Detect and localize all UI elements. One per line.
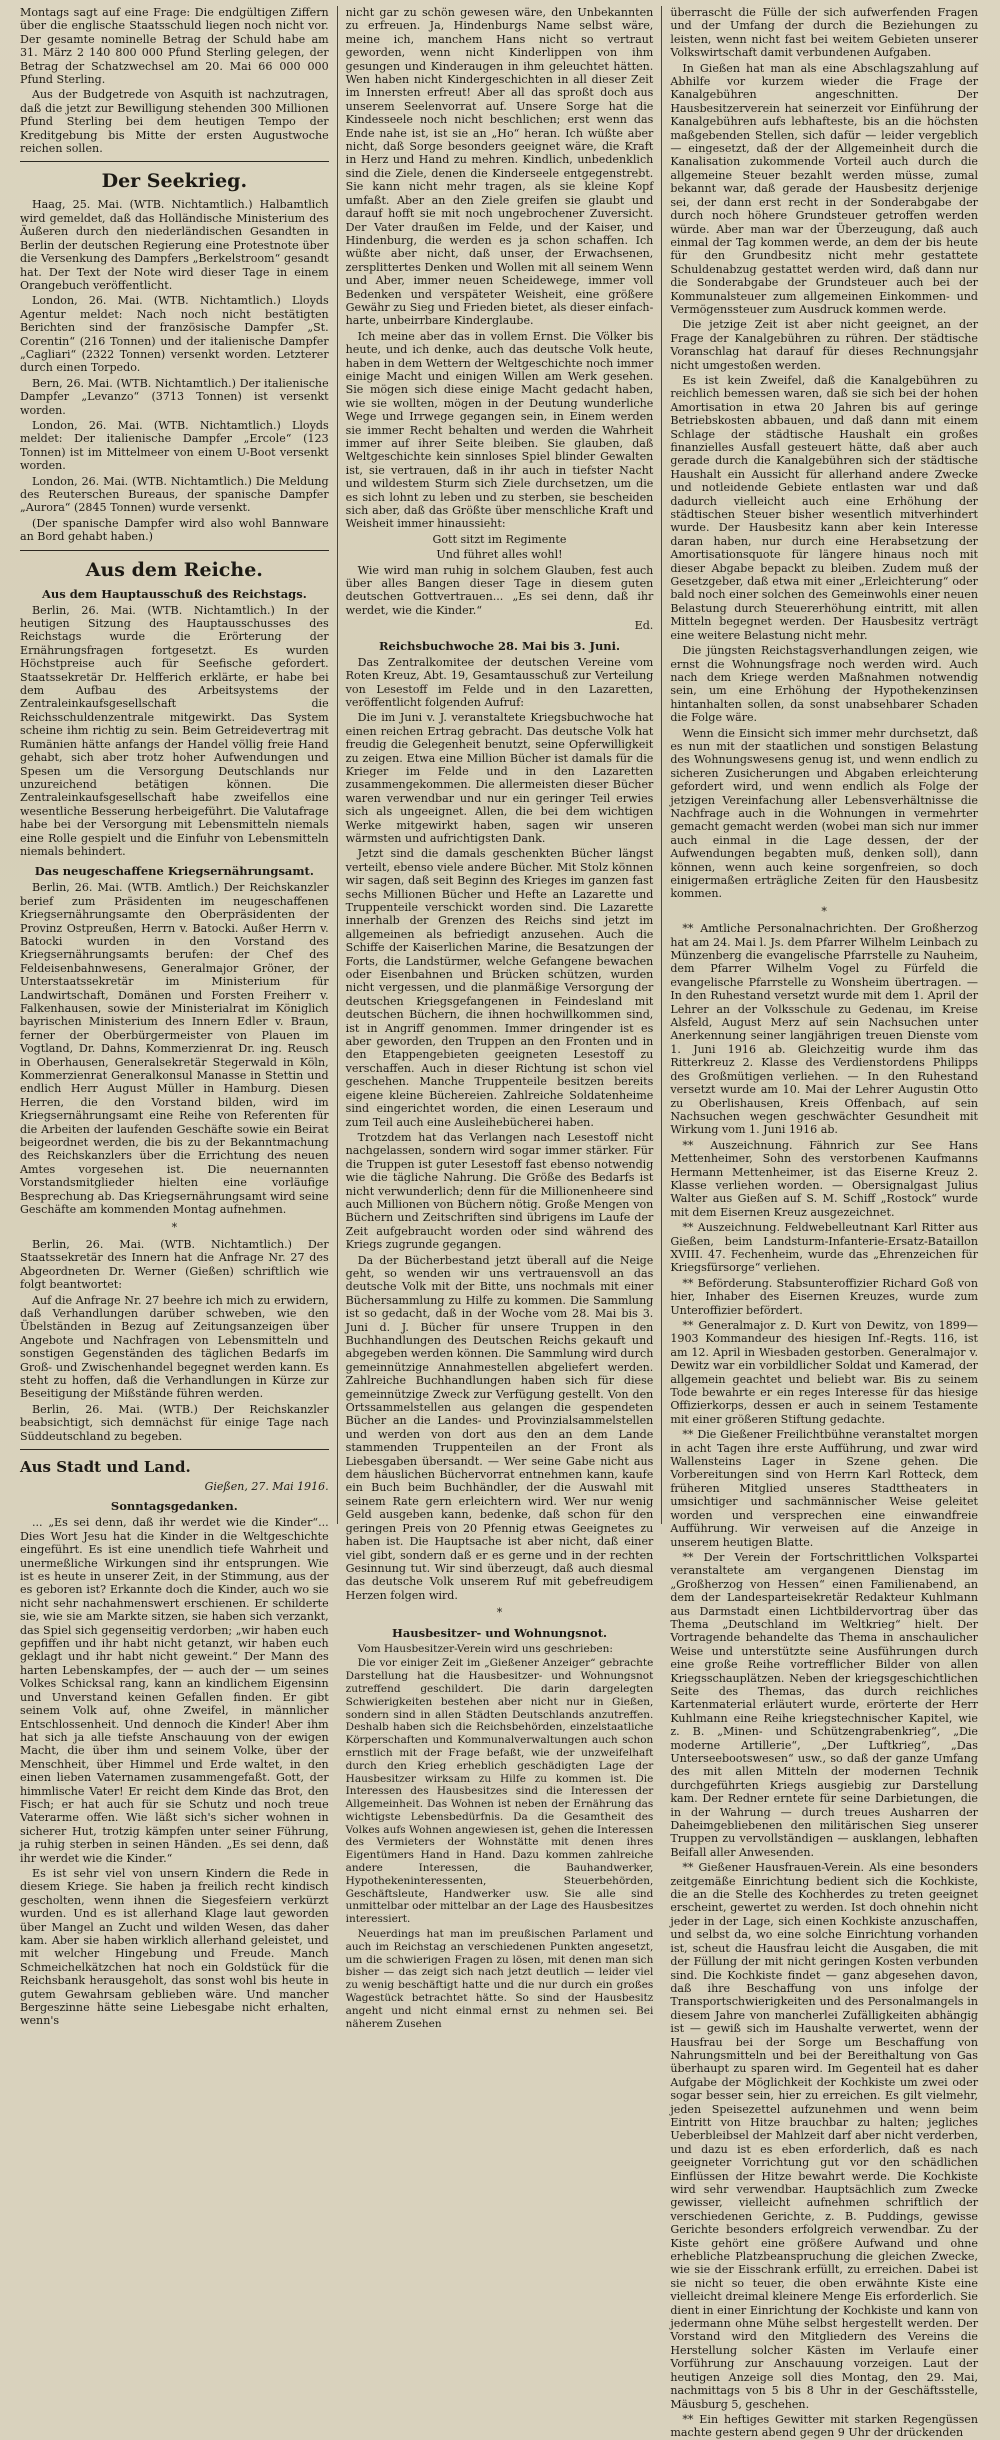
article-text: Berlin, 26. Mai. (WTB. Amtlich.) Der Reichskanzler berief zum Präsidenten im neugeschaffenen Kriegsernährungsamte den Oberpräsidenten der Provinz Ostpreußen, Herrn v. Batocki. Außer Herrn v. Batocki wurden in den Vorstand des Kriegsernährungsamts berufen: der Chef des Feldeisenbahnwesens, Generalmajor Gröner, der Unterstaatssekretär im Ministerium für Landwirtschaft, Domänen und Forsten Freiherr v. Falkenhausen, sowie der Ministerialrat im Königlich bayrischen Ministerium des Innern Edler v. Braun, ferner der Oberbürgermeister von Plauen im Vogtland, Dr. Dahns, Kommerzienrat Dr. ing. Reusch in Oberhausen, Generalsekretär Stegerwald in Köln, Kommerzienrat Generalkonsul Manasse in Stettin und endlich Herr August Müller in Hamburg. Diesen Herren, die den Vorstand bilden, wird im Kriegsernährungsamt eine Reihe von Referenten für die Arbeiten der laufenden Geschäfte sowie ein Beirat beigeordnet werden, die bis zu der Bekanntmachung des Reichskanzlers über die Errichtung des neuen Amtes vorgesehen ist. Die neuernannten Vorstandsmitglieder hielten eine vorläufige Besprechung ab. Das Kriegsernährungsamt wird seine Geschäfte am kommenden Montag aufnehmen. [20,881,329,1217]
article-text: überrascht die Fülle der sich aufwerfenden Fragen und der Umfang der durch die Beziehungen zu leisten, wenn nicht fast bei weitem Gebieten unserer Volkswirtschaft damit verbundenen Aufgaben. [670,6,978,60]
article-text: Vom Hausbesitzer-Verein wird uns geschrieben: [357,1642,613,1655]
article-text: ... „Es sei denn, daß ihr werdet wie die Kinder“... Dies Wort Jesu hat die Kinder in die Weltgeschichte eingeführt. Es ist eine unendlich tiefe Wahrheit und unermeßliche Wirkungen sind ihr entsprungen. Wie ist es heute in unserer Zeit, in der Stimmung, aus der es geboren ist? Erkannte doch die Kinder, auch wo sie nicht sehr nachahmenswert erschienen. Er schilderte sie, wie sie am Markte sitzen, sie haben sich verzankt, das Spiel sich gegenseitig verdorben; „wir haben euch gepfiffen und ihr habt nicht getanzt, wir haben euch geklagt und ihr habt nicht geweint.“ Der Mann des harten Lebenskampfes, der — auch der — um seines Volkes Schicksal rang, kann an kindlichem Eigensinn und Unverstand keinen Gefallen finden. Er gibt seinem Volk auf, ohne Zweifel, in männlicher Entschlossenheit. Und dennoch die Kinder! Aber ihm hat sich ja alle tiefste Anschauung von der ewigen Macht, die über ihm und seinem Volke, über der Menschheit, über Himmel und Erde waltet, in den einen lieben Vaternamen zusammengefaßt. Gott, der himmlische Vater! Er reicht dem Kinde das Brot, den Fisch; er hat auch für sie Schutz und noch treue Vaterarme offen. Wie läßt sich's sicher wohnen in sicherer Hut, trotzig kämpfen unter seiner Führung, ja ruhig sterben in seinen Händen. „Es sei denn, daß ihr werdet wie die Kinder.“ [20,1516,329,1865]
article-text: nicht gar zu schön gewesen wäre, den Unbekannten zu erfreuen. Ja, Hindenburgs Name selbst wäre, meine ich, manchem Hans nicht so vertraut geworden, wenn nicht Kinderlippen von ihm gesungen und Kinderaugen in ihm geleuchtet hätten. Wen haben nicht Kindergeschichten in all dieser Zeit im Innersten erfreut! Aber all das sproßt doch aus unserem Seelenvorrat auf. Unsere Sorge hat die Kindesseele noch nicht beschlichen; erst wenn das Ende nahe ist, ist sie an „Ho“ heran. Ich wüßte aber nicht, daß Sorge besonders geeignet wäre, die Kraft in Herz und Hand zu mehren. Kindlich, unbedenklich sind die Ziele, denen die Kinderseele entgegenstrebt. Sie kann nicht mehr tragen, als sie kleine Kopf umfaßt. Aber an den Ziele greifen sie glaubt und darauf hofft sie mit noch ungebrochener Zuversicht. Der Vater draußen im Felde, und der Kaiser, und Hindenburg, die werden es ja schon schaffen. Ich wüßte aber nicht, daß unser, der Erwachsenen, zersplittertes Denken und Wollen mit all seinem Wenn und Aber, immer neuen Scheidewege, immer voll Bedenken und verspäteter Weisheit, eine größere Gewähr zu Sieg und Frieden bietet, als dieser einfach-harte, unbeirrbare Kinderglaube. [345,6,654,328]
signature: Ed. [634,619,654,633]
article-text: London, 26. Mai. (WTB. Nichtamtlich.) Lloyds meldet: Der italienische Dampfer „Ercole“ (123 Tonnen) ist im Mittelmeer von einem U-Boot versenkt worden. [20,418,329,473]
article-text: London, 26. Mai. (WTB. Nichtamtlich.) Die Meldung des Reuterschen Bureaus, der spanische Dampfer „Aurora“ (2845 Tonnen) wurde versenkt. [20,474,329,515]
subheading: Reichsbuchwoche 28. Mai bis 3. Juni. [378,638,621,653]
article-text: Auf die Anfrage Nr. 27 beehre ich mich zu erwidern, daß Verhandlungen darüber schweben, wie den Übelständen in Bezug auf Zeitungsanzeigen über Angebote und Nachfragen von Lebensmitteln und sonstigen Gegenständen des täglichen Bedarfs im Groß- und Zwischenhandel begegnet werden kann. Es steht zu hoffen, daß die Verhandlungen in Kürze zur Beseitigung der Mißstände führen werden. [20,1293,329,1401]
article-text: Berlin, 26. Mai. (WTB.) Der Reichskanzler beabsichtigt, sich demnächst für einige Tage nach Süddeutschland zu begeben. [20,1402,329,1443]
article-text: Die jetzige Zeit ist aber nicht geeignet, an der Frage der Kanalgebühren zu rühren. Der städtische Voranschlag hat darauf für dieses Rechnungsjahr nicht umgestoßen werden. [670,318,978,372]
subheading: Aus dem Hauptausschuß des Reichstags. [41,586,307,601]
article-text: Die im Juni v. J. veranstaltete Kriegsbuchwoche hat einen reichen Ertrag gebracht. Das deutsche Volk hat freudig die Gelegenheit benutzt, seine Opferwilligkeit zu zeigen. Etwa eine Million Bücher ist damals für die Krieger im Felde und in den Lazaretten zusammengekommen. Die allermeisten dieser Bücher waren verwendbar und nur ein geringer Teil erwies sich als ungeeignet. Allen, die bei dem wichtigen Werke mitgewirkt haben, sagen wir unseren wärmsten und aufrichtigsten Dank. [345,711,654,845]
news-item: ** Amtliche Personalnachrichten. Der Großherzog hat am 24. Mai l. Js. dem Pfarrer Wilhelm Leinbach zu Münzenberg die evangelische Pfarrstelle zu Nauheim, dem Pfarrer Wilhelm Vogel zu Fürfeld die evangelische Pfarrstelle zu Wonsheim übertragen. — In den Ruhestand versetzt wurde mit dem 1. April der Lehrer an der Volksschule zu Gedenau, im Kreise Alsfeld, August Merz auf sein Nachsuchen unter Anerkennung seiner langjährigen treuen Dienste vom 1. Juni 1916 ab. Gleichzeitig wurde ihm das Ritterkreuz 2. Klasse des Verdienstordens Philipps des Großmütigen verliehen. — In den Ruhestand versetzt wurde am 10. Mai der Lehrer Augustin Otto zu Oberlishausen, Kreis Offenbach, auf sein Nachsuchen wegen geschwächter Gesundheit mit Wirkung vom 1. Juni 1916 ab. [670,922,978,1137]
article-text: Es ist sehr viel von unsern Kindern die Rede in diesem Kriege. Sie haben ja freilich recht kindisch gescholten, wenn ihnen die Siegesfeiern verkürzt wurden. Und es ist allerhand Klage laut geworden über Mangel an Zucht und wilden Wesen, das daher kam. Aber sie haben wirklich allerhand geleistet, und mit welcher Hingebung und Freude. Manch Schmeichelkätzchen hat noch ein Goldstück für die Reichsbank herausgeholt, das sonst wohl bis heute in gutem Gewahrsam geblieben wäre. Und mancher Bergeszinne hätte seine Liebesgabe nicht erhalten, wenn's [20,1866,329,2028]
verse-line: Gott sitzt im Regimente [432,532,567,546]
article-text: In Gießen hat man als eine Abschlagszahlung auf Abhilfe vor kurzem wieder die Frage der Kanalgebühren angeschnitten. Der Hausbesitzerverein hat seinerzeit vor Einführung der Kanalgebühren aufs lebhafteste, bis an die höchsten maßgebenden Stellen, sich dafür — leider vergeblich — eingesetzt, daß der der Allgemeinheit durch die Kanalisation zukommende Vorteil auch durch die allgemeine Steuer bezahlt werden müsse, zumal bekannt war, daß gerade der Hausbesitz derjenige sei, der dann erst recht in der Sonderabgabe der durch noch höhere Grundsteuer getroffen werden würde. Aber man war der Überzeugung, daß auch einmal der Tag kommen werde, an dem der bis heute für den Grundbesitz nicht mehr gestattete Schuldenabzug gestattet werden wird, daß dann nur die Sonderabgabe der Grundsteuer auch bei der Kommunalsteuer zum allgemeinen Einkommen- und Vermögenssteuer zum Ausdruck kommen werde. [670,61,978,316]
subheading: Sonntagsgedanken. [110,1499,238,1514]
article-text: Jetzt sind die damals geschenkten Bücher längst verteilt, ebenso viele andere Bücher. Mit Stolz können wir sagen, daß seit Beginn des Krieges im ganzen fast sechs Millionen Bücher und Hefte an Lazarette und Truppenteile verschickt worden sind. Die Lazarette innerhalb der Grenzen des Reichs sind jetzt im allgemeinen als befriedigt anzusehen. Auch die Schiffe der Kaiserlichen Marine, die Besatzungen der Forts, die Landstürmer, welche Gefangene bewachen oder Eisenbahnen und Brücken schützen, wurden nicht vergessen, und die planmäßige Versorgung der deutschen Kriegsgefangenen in Feindesland mit deutschen Büchern, die ihnen hochwillkommen sind, ist in Angriff genommen. Immer dringender ist es aber geworden, den Truppen an den Fronten und in den Etappengebieten geeigneten Lesestoff zu verschaffen. Auch in dieser Richtung ist schon viel geschehen. Manche Truppenteile besitzen bereits eigene kleine Büchereien. Zahlreiche Soldatenheime sind eingerichtet worden, die einen Leseraum und zum Teil auch eine Ausleihebücherei haben. [345,847,654,1129]
article-text: Haag, 25. Mai. (WTB. Nichtamtlich.) Halbamtlich wird gemeldet, daß das Holländische Ministerium des Äußeren durch den niederländischen Gesandten in Berlin der deutschen Regierung eine Protestnote über die Versenkung des Dampfers „Berkelstroom“ gesandt hat. Der Text der Note wird dieser Tage in einem Orangebuch veröffentlicht. [20,198,329,292]
article-text: Die vor einiger Zeit im „Gießener Anzeiger“ gebrachte Darstellung hat die Hausbesitzer- und Wohnungsnot zutreffend geschildert. Die darin dargelegten Schwierigkeiten bestehen aber nicht nur in Gießen, sondern sind in allen Städten Deutschlands anzutreffen. Deshalb haben sich die Reichsbehörden, einzelstaatliche Körperschaften und Kommunalverwaltungen auch schon ernstlich mit der Frage befaßt, wie der unzweifelhaft durch den Krieg erheblich geschädigten Lage der Hausbesitzer wirksam zu Hilfe zu kommen ist. Die Interessen des Hausbesitzes sind die Interessen der Allgemeinheit. Das Wohnen ist neben der Ernährung das wichtigste Lebensbedürfnis. Da die Gesamtheit des Volkes aufs Wohnen angewiesen ist, gehen die Interessen des Vermieters der Wohnstätte mit denen ihres Eigentümers Hand in Hand. Dazu kommen zahlreiche andere Interessen, die Bauhandwerker, Hypothekeninteressenten, Steuerbehörden, Geschäftsleute, Handwerker usw. Sie alle sind unmittelbar oder mittelbar an der Lage des Hausbesitzes interessiert. [345,1657,654,1926]
article-text: Wenn die Einsicht sich immer mehr durchsetzt, daß es nun mit der staatlichen und sonstigen Belastung des Wohnungswesens genug ist, und wenn endlich zu sicheren Zusicherungen und Abgaben erleichterung gefordert wird, und wenn endlich als Folge der jetzigen Vereinfachung aller Lebensverhältnisse die Nachfrage auch in die Wohnungen in vermehrter gemacht gemacht werden (wobei man sich nur immer auch einmal in die Lage dessen, der der Aufwendungen begabten muß, denken soll), dann können, wenn auch keine sorgenfreien, so doch einigermaßen erträgliche Zeiten für den Hausbesitz kommen. [670,726,978,901]
news-item: ** Der Verein der Fortschrittlichen Volkspartei veranstaltete am vergangenen Dienstag im „Großherzog von Hessen“ einen Familienabend, an dem der Landesparteisekretär Redakteur Kuhlmann aus Darmstadt einen Lichtbildervortrag über das Thema „Deutschland im Weltkrieg“ hielt. Der Vortragende behandelte das Thema in anschaulicher Weise und unterstützte seine Ausführungen durch eine große Reihe vortrefflicher Bilder von allen Kriegsschauplätzen. Neben der kriegsgeschichtlichen Seite des Themas, das durch reichliches Kartenmaterial erläutert wurde, erörterte der Herr Kuhlmann eine Reihe kriegstechnischer Kapitel, wie z. B. „Minen- und Schützengrabenkrieg“, „Die moderne Artillerie“, „Der Luftkrieg“, „Das Unterseebootswesen“ usw., so daß der ganze Umfang des mit allen Mitteln der modernen Technik durchgeführten Kriegs ausgiebig zur Darstellung kam. Der Redner erntete für seine Darbietungen, die in der Wahrung — durch treues Ausharren der Daheimgebliebenen den militärischen Sieg unserer Truppen zu vervollständigen — ausklangen, lebhaften Beifall aller Anwesenden. [670,1550,978,1859]
separator-star: * [496,1606,503,1620]
article-text: London, 26. Mai. (WTB. Nichtamtlich.) Lloyds Agentur meldet: Nach noch nicht bestätigten Berichten sind der französische Dampfer „St. Corentin“ (216 Tonnen) und der italienische Dampfer „Cagliari“ (2322 Tonnen) versenkt worden. Letzterer durch einen Torpedo. [20,294,329,375]
section-title-seekrieg: Der Seekrieg. [101,170,248,193]
column-2 [337,6,662,2030]
column-3 [661,6,986,2440]
article-text: Trotzdem hat das Verlangen nach Lesestoff nicht nachgelassen, sondern wird sogar immer stärker. Für die Truppen ist guter Lesestoff fast ebenso notwendig wie die tägliche Nahrung. Die Größe des Bedarfs ist nicht verwunderlich; denn für die Millionenheere sind auch Millionen von Büchern nötig. Große Mengen von Büchern und Zeitschriften sind übrigens im Laufe der Zeit aufgebraucht worden oder sind während des Kriegs zugrunde gegangen. [345,1130,654,1252]
article-text: Das Zentralkomitee der deutschen Vereine vom Roten Kreuz, Abt. 19, Gesamtausschuß zur Verteilung von Lesestoff im Felde und in den Lazaretten, veröffentlicht folgenden Aufruf: [345,655,654,709]
article-text: Montags sagt auf eine Frage: Die endgültigen Ziffern über die englische Staatsschuld liegen noch nicht vor. Der gesamte nominelle Betrag der Schuld habe am 31. März 2 140 800 000 Pfund Sterling gelegen, der Betrag der Schatzwechsel am 20. Mai 66 000 000 Pfund Sterling. [20,6,329,87]
news-item: ** Beförderung. Stabsunteroffizier Richard Goß von hier, Inhaber des Eisernen Kreuzes, wurde zum Unteroffizier befördert. [670,1276,978,1317]
separator-star: * [171,1220,178,1234]
article-text: Berlin, 26. Mai. (WTB. Nichtamtlich.) In der heutigen Sitzung des Hauptausschusses des Reichstags wurde die Erörterung der Ernährungsfragen fortgesetzt. Es wurden Höchstpreise auch für Seefische gefordert. Staatssekretär Dr. Helfferich erklärte, er habe bei dem Aufbau des Arbeitsystems der Zentraleinkaufsgesellschaft die Reichsschuldenzentrale mitgewirkt. Das System scheine ihm richtig zu sein. Beim Getreidevertrag mit Rumänien hätte anfangs der Handel völlig freie Hand gehabt, sich aber trotz hoher Aufwendungen und Spesen um die Versorgung Deutschlands nur unzureichend betätigen können. Die Zentraleinkaufsgesellschaft habe zweifellos eine wesentliche Besserung herbeigeführt. Die Valutafrage habe bei der Versorgung mit Lebensmitteln niemals eine Rolle gespielt und die Einfuhr von Lebensmitteln niemals behindert. [20,603,329,858]
subheading: Hausbesitzer- und Wohnungsnot. [391,1625,608,1640]
section-header-stadt [20,1456,329,1478]
news-item: ** Die Gießener Freilichtbühne veranstaltet morgen in acht Tagen ihre erste Aufführung, und zwar wird Wallensteins Lager in Szene gehen. Die Vorbereitungen sind von Herrn Karl Rotteck, dem früheren Mitglied unseres Stadttheaters in umsichtiger und sachmännischer Weise geleitet worden und versprechen eine einwandfreie Aufführung. Wir verweisen auf die Anzeige in unserem heutigen Blatte. [670,1428,978,1549]
section-divider [20,550,329,551]
news-item: ** Auszeichnung. Feldwebelleutnant Karl Ritter aus Gießen, beim Landsturm-Infanterie-Ersatz-Bataillon XVIII. 47. Fechenheim, wurde das „Ehrenzeichen für Kriegsfürsorge“ verliehen. [670,1221,978,1275]
article-text: Es ist kein Zweifel, daß die Kanalgebühren zu reichlich bemessen waren, daß sie sich bei der hohen Amortisation in etwa 20 Jahren bis auf geringe Betriebskosten abbauen, und daß dann mit einem Schlage der städtische Haushalt ein großes finanzielles Ausfall gesteuert hätte, daß aber auch gerade durch die Kanalgebühren sich der städtische Haushalt ein Aussicht für allerhand andere Zwecke und notleidende Gebiete entlasten war und daß dadurch vielleicht auch eine Erhöhung der städtischen Steuer bisher wesentlich mitverhindert wurde. Der Hausbesitz kann aber kein Interesse daran haben, nur durch eine Herabsetzung der Amortisationsquote für längere hinaus noch mit dieser Abgabe bepackt zu bleiben. Zudem muß der Gesetzgeber, daß etwa mit einer „Erleichterung“ oder bald noch einer solchen des Gemeinwohls einer neuen Belastung durch Steuererhöhung eintritt, mit allen Mitteln begegnet werden. Der Hausbesitz verträgt eine weitere Belastung nicht mehr. [670,373,978,642]
section-divider [20,1449,329,1450]
article-text: Wie wird man ruhig in solchem Glauben, fest auch über alles Bangen dieser Tage in diesem guten deutschen Gottvertrauen... „Es sei denn, daß ihr werdet, wie die Kinder.“ [345,563,654,617]
separator-star: * [821,904,827,918]
article-text: Ich meine aber das in vollem Ernst. Die Völker bis heute, und ich denke, auch das deutsche Volk heute, haben in dem Wettern der Weltgeschichte noch immer einige Macht und einigen Willen am Werk gesehen. Sie mögen sich diese einige Macht gedacht haben, wie sie wollten, mögen in der Deutung wunderliche Wege und Irrwege gegangen sein, in Einem werden sie immer Recht behalten und werden die Wahrheit immer auf ihrer Seite bleiben. Sie glauben, daß Weltgeschichte kein sinnloses Spiel blinder Gewalten ist, sie vertrauen, daß in ihr auch in tiefster Nacht und wildestem Sturm sich Ziele durchsetzen, um die es sich lohnt zu leben und zu sterben, sie bescheiden sich aber, daß das Größte über menschliche Kraft und Weisheit immer hinaussieht: [345,329,654,531]
verse-line: Und führet alles wohl! [436,548,563,562]
article-text: Aus der Budgetrede von Asquith ist nachzutragen, daß die jetzt zur Bewilligung stehenden 300 Millionen Pfund Sterling bei dem heutigen Tempo der Kreditgebung bis Mitte der ersten Augustwoche reichen sollen. [20,88,329,156]
column-1 [12,6,337,2028]
article-text: Berlin, 26. Mai. (WTB. Nichtamtlich.) Der Staatssekretär des Innern hat die Anfrage Nr. 27 des Abgeordneten Dr. Werner (Gießen) schriftlich wie folgt beantwortet: [20,1237,329,1292]
news-item: ** Gießener Hausfrauen-Verein. Als eine besonders zeitgemäße Einrichtung bedient sich die Kochkiste, die an die Stelle des Kochherdes zu treten geeignet erscheint, gewertet zu werden. Ist doch ohnehin nicht jeder in der Lage, sich einen Kochkiste anzuschaffen, und selbst da, wo eine solche Einrichtung vorhanden ist, scheut die Hausfrau leicht die Ausgaben, die mit der Füllung der mit nicht geringen Kosten verbunden sind. Die Kochkiste findet — ganz abgesehen davon, daß ihre Beschaffung von uns infolge der Transportschwierigkeiten und des Personalmangels in diesem Jahre von mancherlei Zufälligkeiten abhängig ist — gewiß sich im Haushalte verwertet, wenn der Hausfrau bei der Sorge um Beschaffung von Nahrungsmitteln und bei der Bereithaltung von Gas überhaupt zu sparen wird. Im Gegenteil hat es daher Aufgabe der Möglichkeit der Kochkiste um zwei oder sogar besser sein, hier zu erreichen. Es gilt vielmehr, jeden Speisezettel aufzunehmen und wenn beim Eintritt von Hitze brauchbar zu halten; jegliches Ueberbleibsel der Mahlzeit darf aber nicht verderben, und dazu ist es eben erforderlich, daß es nach geeigneter Vorrichtung gut vor den schädlichen Einflüssen der Hitze bewahrt werde. Die Kochkiste wird sehr verwendbar. Hauptsächlich zum Zwecke gewisser, vielleicht aufnehmen schriftlich der verschiedenen Gerichte, z. B. Puddings, gewisse Gerichte besonders erfolgreich verwendbar. Zu der Kiste gehört eine größere Aufwand und ohne erhebliche Platzbeanspruchung die gleichen Zwecke, wie sie der Eisschrank erfüllt, zu erreichen. Dabei ist sie nicht so teuer, die oben erwähnte Kiste eine vielleicht dreimal kleinere Menge Eis erforderlich. Sie dient in einer Einrichtung der Kochkiste und kann von jedermann ohne Mühe selbst hergestellt werden. Der Vorstand wird den Mitgliedern des Vereins die Herstellung solcher Kästen im Verlaufe einer Vorführung zur Anschauung vorzeigen. Laut der heutigen Anzeige soll dies Montag, den 29. Mai, nachmittags von 5 bis 8 Uhr in der Geschäftsstelle, Mäusburg 5, geschehen. [670,1861,978,2411]
article-text: (Der spanische Dampfer wird also wohl Bannware an Bord gehabt haben.) [20,516,329,544]
section-title-reich: Aus dem Reiche. [85,558,263,581]
article-text: Da der Bücherbestand jetzt überall auf die Neige geht, so wenden wir uns vertrauensvoll an das deutsche Volk mit der Bitte, uns nochmals mit einer Büchersammlung zu Hilfe zu kommen. Die Sammlung ist so gedacht, daß in der Woche vom 28. Mai bis 3. Juni d. J. Bücher für unsere Truppen in den Buchhandlungen des Deutschen Reichs gekauft und abgegeben werden können. Die Sammlung wird durch gemeinnützige Annahmestellen abgeliefert werden. Zahlreiche Buchhandlungen haben sich für diese gemeinnützige Zweck zur Verfügung gestellt. Von den Ortssammelstellen aus gelangen die gespendeten Bücher an die Landes- und Provinzialsammelstellen und werden von dort aus den an dem Lande stammenden Truppenteilen an der Front als Liebesgaben übersandt. — Wer seine Gabe nicht aus dem häuslichen Büchervorrat entnehmen kann, kaufe ein Buch beim Buchhändler, der die Auswahl mit seinem Rate gern erleichtern wird. Wer nur wenig Geld ausgeben kann, bedenke, daß schon für den geringen Preis von 20 Pfennig etwas Geeignetes zu haben ist. Die Hauptsache ist aber nicht, daß einer viel gibt, sondern daß er es gerne und in der rechten Gesinnung tut. Wir sind überzeugt, daß auch diesmal das deutsche Volk unserem Ruf mit gebefreudigem Herzen folgen wird. [345,1253,654,1602]
news-item: ** Generalmajor z. D. Kurt von Dewitz, von 1899—1903 Kommandeur des hiesigen Inf.-Regts. 116, ist am 12. April in Wiesbaden gestorben. Generalmajor v. Dewitz war ein vorbildlicher Soldat und Kamerad, der allgemein geachtet und beliebt war. Bis zu seinem Tode bewahrte er ein reges Interesse für das hiesige Offizierkorps, dessen er auch in seinem Testamente mit einer größeren Stiftung gedachte. [670,1319,978,1426]
news-item: ** Auszeichnung. Fähnrich zur See Hans Mettenheimer, Sohn des verstorbenen Kaufmanns Hermann Mettenheimer, ist das Eiserne Kreuz 2. Klasse verliehen worden. — Obersignalgast Julius Walter aus Gießen auf S. M. Schiff „Rostock“ wurde mit dem Eisernen Kreuz ausgezeichnet. [670,1138,978,1219]
section-title-stadt: Aus Stadt und Land. [20,1458,191,1476]
article-text: Bern, 26. Mai. (WTB. Nichtamtlich.) Der italienische Dampfer „Levanzo“ (3713 Tonnen) ist versenkt worden. [20,376,329,417]
article-text: Die jüngsten Reichstagsverhandlungen zeigen, wie ernst die Wohnungsfrage noch werden wird. Auch nach dem Kriege werden Maßnahmen notwendig sein, um eine Erhöhung der Hypothekenzinsen hintanhalten sollen, da sonst unabsehbarer Schaden die Folge wäre. [670,644,978,725]
section-divider [20,161,329,162]
subheading: Das neugeschaffene Kriegsernährungsamt. [34,864,314,879]
news-item: ** Ein heftiges Gewitter mit starken Regengüssen machte gestern abend gegen 9 Uhr der drückenden [670,2412,978,2440]
article-text: Neuerdings hat man im preußischen Parlament und auch im Reichstag an verschiedenen Punkten angesetzt, um die schwierigen Fragen zu lösen, mit denen man sich bisher — das zeigt sich nach jetzt deutlich — leider viel zu wenig beschäftigt hatte und die nur durch ein großes Wagestück betrachtet hätte. So sind der Hausbesitz angeht und nicht einmal ernst zu nehmen sei. Bei näherem Zusehen [345,1928,654,2030]
dateline: Gießen, 27. Mai 1916. [204,1480,329,1493]
